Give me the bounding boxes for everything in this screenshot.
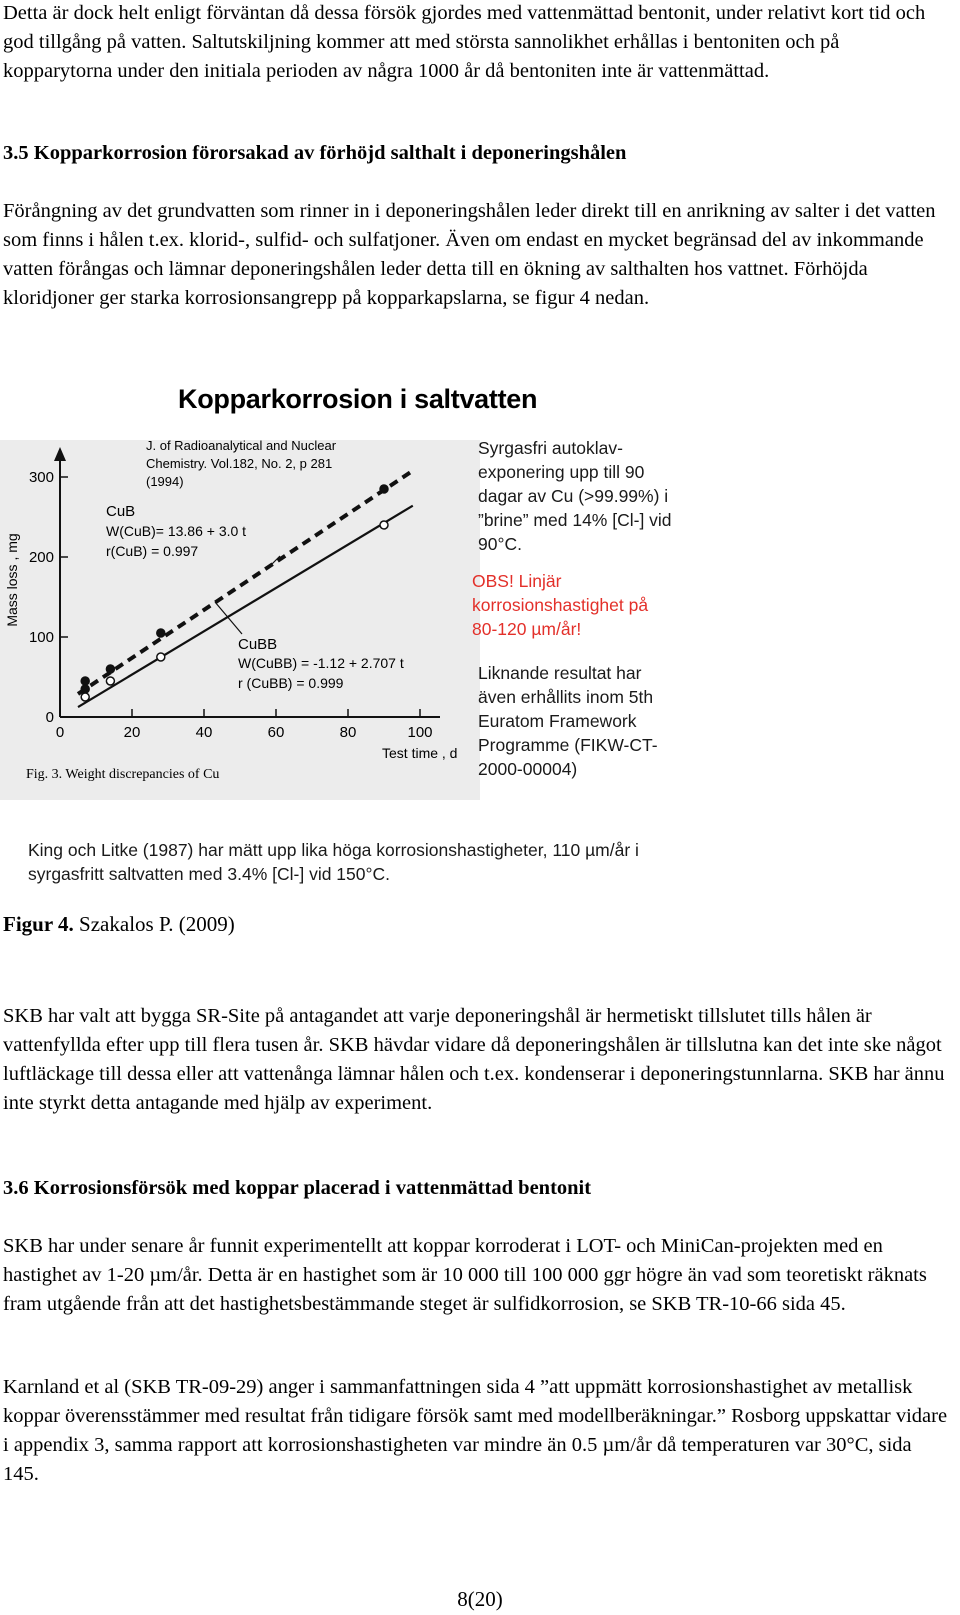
figure-caption [3, 912, 235, 937]
intro-paragraph: Detta är dock helt enligt förväntan då dessa försök gjordes med vattenmättad bentonit, under relativt kort tid och god tillgång på vatten. Saltutskiljning kommer att med största sannolikhet erhållas i bentoniten och på kopparytorna under den initiala perioden av några 1000 år då bentoniten inte är vattenmättad. [3, 2, 926, 82]
cub-point [157, 629, 165, 637]
cub-point [380, 485, 388, 493]
x-axis-label: Test time , d [382, 745, 458, 761]
note-warning-line: korrosionshastighet på [472, 595, 649, 615]
cub-label: CuB [106, 503, 136, 520]
note-similar-line: Programme (FIKW-CT- [478, 735, 658, 755]
note-bottom [28, 838, 688, 886]
note-warning-line: OBS! Linjär [472, 571, 562, 591]
x-tick-label: 0 [55, 724, 65, 741]
cub-point [106, 665, 114, 673]
cub-equation: W(CuB)= 13.86 + 3.0 t [106, 523, 247, 539]
cubb-point [157, 653, 165, 661]
cub-point [81, 677, 89, 685]
x-tick-label: 20 [123, 724, 141, 741]
fig3-caption: Fig. 3. Weight discrepancies of Cu [26, 767, 220, 782]
y-axis-arrow [54, 447, 66, 461]
y-axis-label: Mass loss , mg [4, 533, 20, 627]
note-experiment-line: 90°C. [478, 534, 522, 554]
note-experiment [478, 436, 672, 556]
figure-caption-text: Szakalos P. (2009) [73, 912, 235, 936]
cubb-correlation: r (CuBB) = 0.999 [238, 675, 344, 691]
x-tick-label: 100 [407, 724, 433, 741]
section-heading-3-5: 3.5 Kopparkorrosion förorsakad av förhöjd salthalt i deponeringshålen [3, 142, 627, 164]
cubb-equation: W(CuBB) = -1.12 + 2.707 t [238, 655, 404, 671]
x-tick-label: 80 [339, 724, 357, 741]
note-bottom-line: syrgasfritt saltvatten med 3.4% [Cl-] vid 150°C. [28, 864, 390, 884]
y-tick-label: 200 [28, 549, 54, 566]
note-similar-line: även erhållits inom 5th [478, 687, 654, 707]
corrosion-chart [0, 440, 480, 800]
note-bottom-line: King och Litke (1987) har mätt upp lika höga korrosionshastigheter, 110 µm/år i [28, 840, 639, 860]
y-tick-label: 300 [28, 469, 54, 486]
cub-leader-line [266, 556, 280, 570]
cubb-point [106, 677, 114, 685]
cubb-leader-line [215, 602, 242, 634]
section-3-5-body: Förångning av det grundvatten som rinner in i deponeringshålen leder direkt till en anrikning av salter i det vatten som finns i hålen t.ex. klorid-, sulfid- och sulfatjoner. Även om endast en mycket begränsad del av inkommande vatten förångas och lämnar deponeringshålen leder detta till en ökning av salthalten hos vattnet. Förhöjda kloridjoner ger starka korrosionsangrepp på kopparkapslarna, se figur 4 nedan. [3, 200, 936, 309]
section-3-6-body-2: Karnland et al (SKB TR-09-29) anger i sammanfattningen sida 4 ”att uppmätt korrosionshastighet av metallisk koppar överensstämmer med resultat från tidigare försök samt med modellberäkningar.” Rosborg uppskattar vidare i appendix 3, samma rapport att korrosionshastigheten var mindre än 0.5 µm/år då temperaturen var 30°C, sida 145. [3, 1376, 948, 1485]
cubb-label: CuBB [238, 636, 278, 653]
note-experiment-line: dagar av Cu (>99.99%) i [478, 486, 669, 506]
note-similar-line: 2000-00004) [478, 759, 578, 779]
note-experiment-line: ”brine” med 14% [Cl-] vid [478, 510, 672, 530]
skb-paragraph: SKB har valt att bygga SR-Site på antagandet att varje deponeringshål är hermetiskt tillslutet tills hålen är vattenfyllda efter upp till flera tusen år. SKB hävdar vidare då deponeringshålen är tillslutna kan det inte ske något luftläckage till dessa eller att vattenånga lämnar hålen och t.ex. kondenserar i deponeringstunnlarna. SKB har ännu inte styrkt detta antagande med hjälp av experiment. [3, 1005, 945, 1114]
y-tick-label: 0 [45, 709, 54, 726]
note-warning-line: 80-120 µm/år! [472, 619, 582, 639]
cub-point [81, 685, 89, 693]
source-note-line-1: J. of Radioanalytical and Nuclear [146, 440, 337, 453]
note-similar [478, 661, 658, 781]
source-note-line-2: Chemistry. Vol.182, No. 2, p 281 [146, 456, 333, 471]
x-tick-label: 40 [195, 724, 213, 741]
source-note-line-3: (1994) [146, 474, 184, 489]
note-similar-line: Euratom Framework [478, 711, 637, 731]
section-3-6-body-1: SKB har under senare år funnit experimentellt att koppar korroderat i LOT- och MiniCan-projekten med en hastighet av 1-20 µm/år. Detta är en hastighet som är 10 000 till 100 000 ggr högre än vad som teoretiskt räknats fram utgående från att det hastighetsbestämmande steget är sulfidkorrosion, se SKB TR-10-66 sida 45. [3, 1235, 927, 1315]
y-tick-label: 100 [28, 629, 54, 646]
cub-correlation: r(CuB) = 0.997 [106, 543, 199, 559]
note-similar-line: Liknande resultat har [478, 663, 642, 683]
page-number: 8(20) [457, 1587, 503, 1611]
note-experiment-line: Syrgasfri autoklav- [478, 438, 623, 458]
note-warning [472, 569, 648, 641]
cubb-point [380, 521, 388, 529]
section-heading-3-6: 3.6 Korrosionsförsök med koppar placerad i vattenmättad bentonit [3, 1177, 592, 1199]
figure-title: Kopparkorrosion i saltvatten [178, 384, 538, 414]
cubb-point [81, 693, 89, 701]
note-experiment-line: exponering upp till 90 [478, 462, 645, 482]
figure-caption-label: Figur 4. [3, 912, 74, 936]
x-tick-label: 60 [267, 724, 285, 741]
